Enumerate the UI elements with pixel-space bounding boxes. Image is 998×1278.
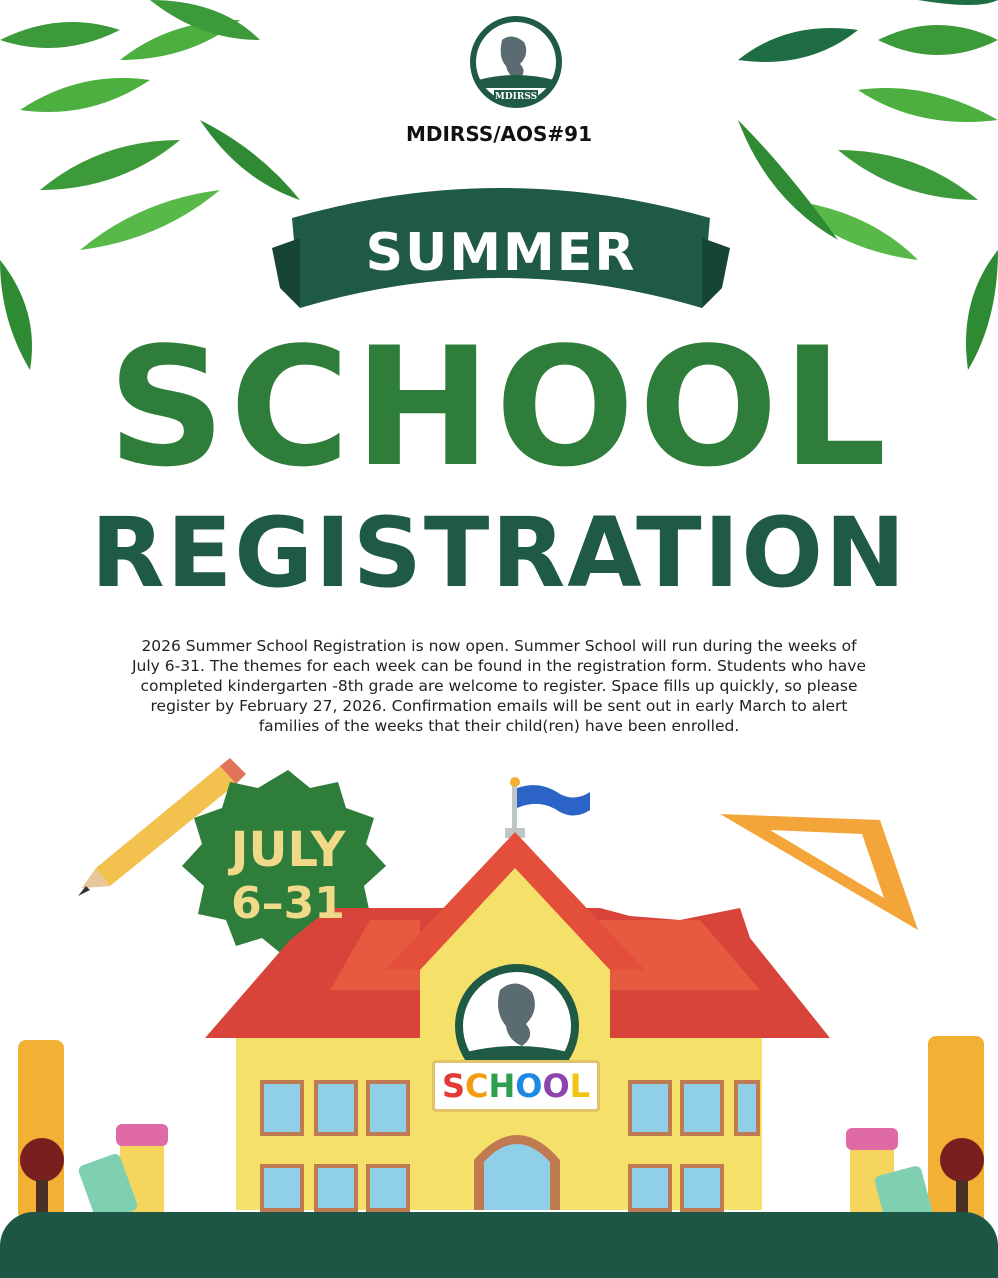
badge-date-range: 6–31 [231,878,345,929]
bottom-bar [0,1212,998,1278]
sign-letter: S [441,1067,465,1105]
sign-letter: L [569,1067,591,1105]
title-summer: SUMMER [365,223,637,283]
organization-name: MDIRSS/AOS#91 [405,122,593,146]
school-illustration [0,740,998,1278]
logo-abbr: MDIRSS [494,92,538,102]
badge-month: JULY [230,822,346,878]
school-system-logo [468,14,564,110]
sign-letter: O [542,1067,570,1105]
summer-ribbon-banner [272,178,730,328]
flag-icon [510,777,590,834]
sign-letter: H [488,1067,516,1105]
title-registration: REGISTRATION [90,497,908,609]
sign-letter: C [464,1067,489,1105]
date-badge-text [196,822,380,930]
registration-description: 2026 Summer School Registration is now open. Summer School will run during the weeks of July 6-31. The themes for each week can be found in the registration form. Students who have completed kindergarten -8th grade are welcome to register. Space fills up quickly, so please register by February 27, 2026. Confirmation emails will be sent out in early March to alert families of the weeks that their child(ren) have been enrolled. [131,637,867,735]
title-school: SCHOOL [107,312,891,503]
sign-letter: O [515,1067,543,1105]
set-square-icon [720,814,918,930]
school-sign [432,1060,600,1112]
